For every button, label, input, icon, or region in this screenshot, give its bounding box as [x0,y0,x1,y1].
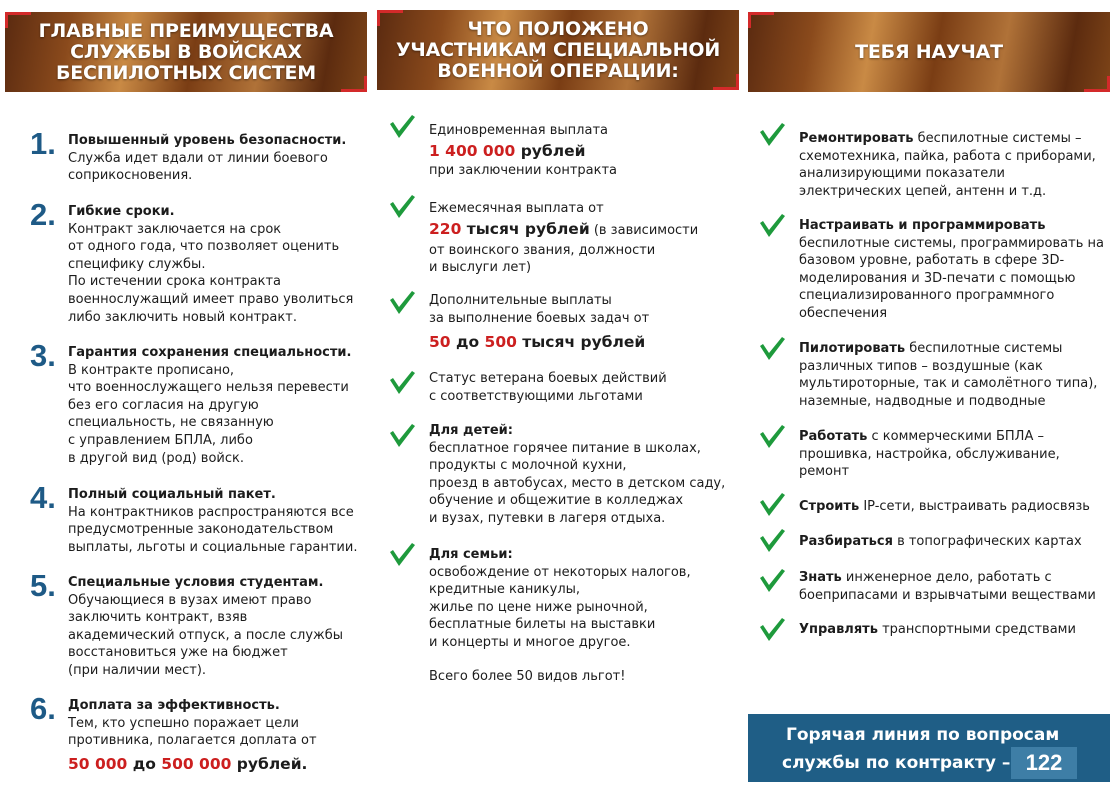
check-icon [758,424,786,450]
advantage-text: Служба идет вдали от линии боевого соприкосновения. [68,150,328,184]
amount-note: (в зависимости [589,222,699,238]
skill-verb: Строить [799,499,860,514]
skill-verb: Работать [799,429,868,444]
skill-item [799,428,1111,481]
advantage-text: Контракт заключается на срок от одного года, что позволяет оценить специфику службы. По истечении срока контракта военнослужащий имеет право уволиться либо заключить новый контракт. [68,221,354,325]
benefit-label: Статус ветерана боевых действий с соответствующими льготами [429,371,667,404]
benefit-note: от воинского звания, должности и выслуги лет) [429,242,656,275]
skill-text: транспортными средствами [877,622,1076,637]
corner-accent [341,76,367,92]
skill-item [799,621,1111,639]
skill-text: инженерное дело, работать с боеприпасами и взрывчатыми веществами [799,570,1096,603]
benefit-title: Для семьи: [429,547,513,562]
corner-accent [5,12,31,28]
check-icon [758,336,786,362]
amount-value: 1 400 000 [429,141,516,160]
advantage-number: 5. [30,568,56,603]
advantage-text: Обучающиеся в вузах имеют право заключить контракт, взяв академический отпуск, а после службы восстановиться уже на бюджет (при наличии мест). [68,592,343,678]
skill-item [799,569,1111,604]
hotline-number[interactable]: 122 [1011,747,1077,779]
benefit-veteran [429,370,729,405]
check-icon [758,617,786,643]
skill-verb: Пилотировать [799,341,906,356]
check-icon [388,423,416,449]
skill-item [799,130,1111,200]
skill-text: беспилотные системы, программировать на базовом уровне, работать в сфере 3D-моделирования и 3D-печати с помощью специализированного программного обеспечения [799,235,1104,321]
advantage-number: 2. [30,197,56,232]
skill-item [799,498,1111,516]
advantage-number: 3. [30,338,56,373]
skill-verb: Ремонтировать [799,131,914,146]
advantage-title: Полный социальный пакет. [68,487,276,502]
check-icon [758,528,786,554]
check-icon [388,542,416,568]
benefit-label: Дополнительные выплаты за выполнение боевых задач от [429,293,650,326]
advantage-title: Гарантия сохранения специальности. [68,345,352,360]
hotline-line1: Горячая линия по вопросам [786,725,1060,745]
benefit-family [429,546,729,651]
bonus-unit: рублей. [231,754,308,773]
check-icon [388,194,416,220]
benefit-lump-sum [429,122,729,179]
skill-item [799,340,1111,410]
bonus-to: 500 000 [161,754,232,773]
advantage-title: Специальные условия студентам. [68,575,324,590]
benefit-label: Единовременная выплата [429,123,608,138]
skill-text: беспилотные системы различных типов – воздушные (как мультироторные, так и самолётного типа), наземные, надводные и подводные [799,341,1098,409]
amount-unit: тысяч рублей [461,219,590,238]
amount-from: 50 [429,333,451,351]
skill-verb: Настраивать и программировать [799,218,1046,233]
hotline-box [748,714,1110,782]
benefit-amount [429,140,729,162]
hotline-line2: службы по контракту – [782,753,1011,773]
skill-text: беспилотные системы – схемотехника, пайка, работа с приборами, анализирующими показатели электрических цепей, антенн и т.д. [799,131,1096,199]
skill-text: в топографических картах [892,534,1082,549]
benefits-total: Всего более 50 видов льгот! [429,669,626,684]
benefit-monthly [429,200,729,277]
skill-item [799,217,1111,322]
benefit-children [429,422,729,527]
check-icon [758,568,786,594]
check-icon [758,122,786,148]
advantage-number: 6. [30,691,56,726]
benefit-note: при заключении контракта [429,162,618,178]
check-icon [758,492,786,518]
benefit-combat [429,292,729,353]
benefit-text: освобождение от некоторых налогов, кредитные каникулы, жилье по цене ниже рыночной, бесплатные билеты на выставки и концерты и многое другое. [429,564,691,650]
check-icon [758,213,786,239]
amount-unit: тысяч рублей [516,333,646,351]
advantage-text: На контрактников распространяются все предусмотренные законодательством выплаты, льготы и социальные гарантии. [68,504,358,555]
amount-separator: до [450,333,485,351]
skill-text: с коммерческими БПЛА – прошивка, настройка, обслуживание, ремонт [799,429,1060,479]
benefit-text: бесплатное горячее питание в школах, продукты с молочной кухни, проезд в автобусах, место в детском саду, обучение и общежитие в колледжах и вузах, путевки в лагеря отдыха. [429,440,726,526]
advantage-text: В контракте прописано, что военнослужащего нельзя перевести без его согласия на другую специальность, не связанную с управлением БПЛА, либо в другой вид (род) войск. [68,362,349,466]
benefit-amount [429,218,729,242]
skill-text: IP-сети, выстраивать радиосвязь [859,499,1090,514]
corner-accent [1084,76,1110,92]
amount-value: 220 [429,219,462,238]
benefit-amount [429,331,729,353]
advantage-text: Тем, кто успешно поражает цели противника, полагается доплата от [68,715,317,749]
banner-skills [748,12,1110,92]
amount-to: 500 [484,333,517,351]
amount-unit: рублей [515,141,586,160]
advantage-title: Гибкие сроки. [68,204,175,219]
benefit-title: Для детей: [429,423,513,438]
bonus-amount [68,756,368,774]
advantage-number: 4. [30,480,56,515]
banner-advantages [5,12,367,92]
advantage-title: Доплата за эффективность. [68,698,280,713]
skill-verb: Разбираться [799,534,893,549]
check-icon [388,114,416,140]
bonus-separator: до [127,754,162,773]
skill-verb: Управлять [799,622,878,637]
skill-verb: Знать [799,570,842,585]
corner-accent [748,12,774,28]
advantage-title: Повышенный уровень безопасности. [68,133,347,148]
advantage-number: 1. [30,126,56,161]
banner-title: ГЛАВНЫЕ ПРЕИМУЩЕСТВА СЛУЖБЫ В ВОЙСКАХ БЕСПИЛОТНЫХ СИСТЕМ [38,19,334,84]
banner-title: ЧТО ПОЛОЖЕНО УЧАСТНИКАМ СПЕЦИАЛЬНОЙ ВОЕННОЙ ОПЕРАЦИИ: [395,17,721,82]
benefit-label: Ежемесячная выплата от [429,201,604,216]
banner-title: ТЕБЯ НАУЧАТ [855,40,1003,63]
bonus-from: 50 000 [68,754,128,773]
check-icon [388,290,416,316]
skill-item [799,533,1111,551]
check-icon [388,370,416,396]
banner-benefits [377,10,739,90]
